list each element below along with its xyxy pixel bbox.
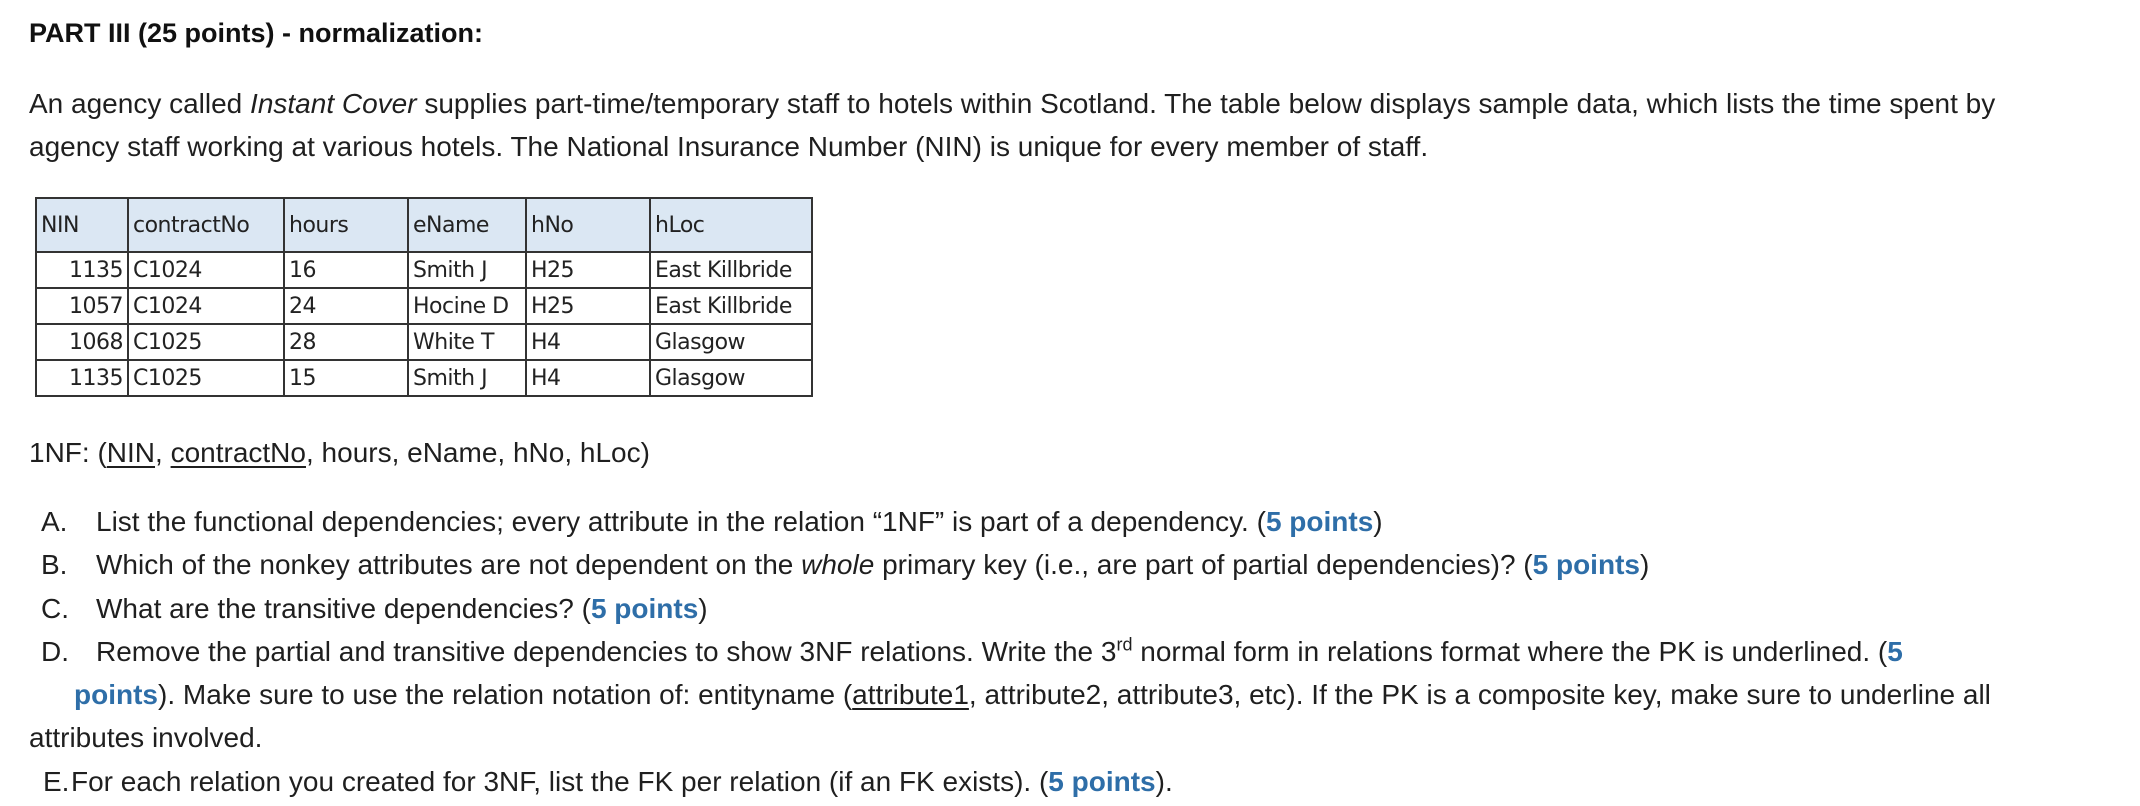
cell-hours: 28 bbox=[284, 324, 408, 360]
question-e-end: ). bbox=[1155, 766, 1173, 797]
cell-hno: H25 bbox=[526, 252, 650, 288]
question-d-attribute1: attribute1 bbox=[852, 679, 969, 710]
question-b-letter: B. bbox=[41, 549, 68, 580]
cell-ename: Smith J bbox=[408, 360, 526, 396]
header-nin: NIN bbox=[36, 198, 128, 252]
question-e bbox=[29, 760, 2059, 803]
question-d-text-4: , attribute2, attribute3, etc). If the PK is a composite key, make sure to underline all attributes involved. bbox=[29, 679, 1991, 753]
table-row bbox=[36, 360, 812, 396]
question-e-points: 5 points bbox=[1048, 766, 1156, 797]
cell-hours: 24 bbox=[284, 288, 408, 324]
question-d-letter: D. bbox=[41, 636, 69, 667]
cell-nin: 1057 bbox=[36, 288, 128, 324]
question-a-points: 5 points bbox=[1265, 506, 1374, 537]
company-name: Instant Cover bbox=[250, 88, 417, 119]
question-a bbox=[29, 500, 2059, 543]
question-d-text-1: Remove the partial and transitive dependencies to show 3NF relations. Write the 3 bbox=[96, 636, 1117, 667]
cell-contractno: C1025 bbox=[128, 360, 284, 396]
question-b-text-2: primary key (i.e., are part of partial dependencies)? ( bbox=[874, 549, 1533, 580]
question-b-points: 5 points bbox=[1532, 549, 1640, 580]
question-c-letter: C. bbox=[41, 593, 69, 624]
question-a-letter: A. bbox=[41, 506, 68, 537]
table-row bbox=[36, 324, 812, 360]
question-c-points: 5 points bbox=[590, 593, 699, 624]
table-row bbox=[36, 288, 812, 324]
header-contractno: contractNo bbox=[128, 198, 284, 252]
cell-hno: H25 bbox=[526, 288, 650, 324]
cell-nin: 1068 bbox=[36, 324, 128, 360]
question-a-end: ) bbox=[1373, 506, 1383, 537]
question-c bbox=[29, 587, 2059, 630]
question-c-end: ) bbox=[698, 593, 708, 624]
first-normal-form-relation bbox=[29, 437, 650, 469]
cell-contractno: C1024 bbox=[128, 252, 284, 288]
question-d-ordinal: rd bbox=[1116, 634, 1133, 655]
cell-nin: 1135 bbox=[36, 252, 128, 288]
table-header-row bbox=[36, 198, 812, 252]
cell-ename: White T bbox=[408, 324, 526, 360]
question-e-letter: E. bbox=[43, 766, 70, 797]
cell-hloc: Glasgow bbox=[650, 324, 812, 360]
header-hours: hours bbox=[284, 198, 408, 252]
cell-ename: Hocine D bbox=[408, 288, 526, 324]
question-c-text: What are the transitive dependencies? ( bbox=[96, 593, 591, 624]
question-b-text-1: Which of the nonkey attributes are not dependent on the bbox=[96, 549, 802, 580]
cell-ename: Smith J bbox=[408, 252, 526, 288]
cell-hloc: Glasgow bbox=[650, 360, 812, 396]
page-title: PART III (25 points) - normalization: bbox=[29, 18, 484, 48]
nf1-key-contractno: contractNo bbox=[170, 437, 306, 468]
cell-hloc: East Killbride bbox=[650, 288, 812, 324]
cell-nin: 1135 bbox=[36, 360, 128, 396]
cell-contractno: C1025 bbox=[128, 324, 284, 360]
cell-hno: H4 bbox=[526, 360, 650, 396]
question-d-text-3: ). Make sure to use the relation notation of: entityname ( bbox=[158, 679, 853, 710]
nf1-rest: , hours, eName, hNo, hLoc) bbox=[305, 437, 650, 468]
nf1-prefix: 1NF: ( bbox=[29, 437, 107, 468]
question-a-text: List the functional dependencies; every attribute in the relation “1NF” is part of a dependency. ( bbox=[96, 506, 1266, 537]
question-d bbox=[29, 630, 2059, 759]
nf1-key-nin: NIN bbox=[106, 437, 156, 468]
cell-hloc: East Killbride bbox=[650, 252, 812, 288]
nf1-separator: , bbox=[155, 437, 171, 468]
cell-contractno: C1024 bbox=[128, 288, 284, 324]
cell-hours: 16 bbox=[284, 252, 408, 288]
question-d-text-2: normal form in relations format where the PK is underlined. ( bbox=[1132, 636, 1888, 667]
header-hloc: hLoc bbox=[650, 198, 812, 252]
intro-paragraph bbox=[29, 82, 2069, 168]
question-b bbox=[29, 543, 2059, 586]
question-b-emphasis: whole bbox=[801, 549, 875, 580]
question-b-end: ) bbox=[1639, 549, 1650, 580]
intro-text-1: An agency called bbox=[29, 88, 251, 119]
header-hno: hNo bbox=[526, 198, 650, 252]
header-ename: eName bbox=[408, 198, 526, 252]
cell-hours: 15 bbox=[284, 360, 408, 396]
question-d-points-word: points bbox=[74, 679, 158, 710]
intro-text-2: supplies part-time/temporary staff to hotels within Scotland. The table below displays sample data, which lists the time spent by agency staff working at various hotels. The National Insurance Number (NIN) is unique for every member of staff. bbox=[29, 88, 1996, 162]
sample-data-table bbox=[35, 197, 813, 397]
table-row bbox=[36, 252, 812, 288]
question-e-text: For each relation you created for 3NF, list the FK per relation (if an FK exists). ( bbox=[71, 766, 1049, 797]
cell-hno: H4 bbox=[526, 324, 650, 360]
question-d-points-number: 5 bbox=[1887, 636, 1903, 667]
